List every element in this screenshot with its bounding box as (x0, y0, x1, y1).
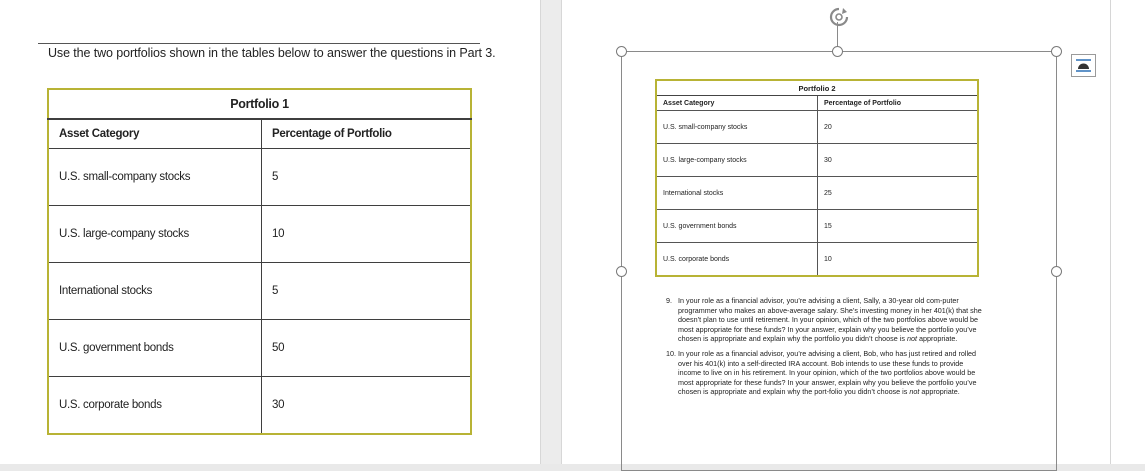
table-row (656, 111, 978, 144)
table-row (656, 177, 978, 210)
table-title: Portfolio 2 (656, 80, 978, 96)
table-row (48, 377, 471, 435)
asset-category-cell: U.S. small-company stocks (48, 149, 262, 206)
percentage-cell: 5 (262, 149, 472, 206)
percentage-cell: 15 (818, 210, 979, 243)
asset-category-cell: U.S. large-company stocks (656, 144, 818, 177)
question-number: 10. (666, 348, 676, 358)
asset-category-cell: International stocks (48, 263, 262, 320)
question-item (666, 296, 984, 344)
question-item (666, 349, 984, 397)
column-header: Percentage of Portfolio (262, 119, 472, 149)
resize-handle-middle-left[interactable] (616, 266, 627, 277)
resize-handle-middle-right[interactable] (1051, 266, 1062, 277)
percentage-cell: 10 (818, 243, 979, 277)
portfolio-2-table (655, 79, 979, 277)
table-title: Portfolio 1 (48, 89, 471, 119)
table-row (48, 263, 471, 320)
question-text-end: appropriate. (916, 334, 958, 344)
percentage-cell: 20 (818, 111, 979, 144)
table-row (656, 144, 978, 177)
asset-category-cell: U.S. government bonds (656, 210, 818, 243)
asset-category-cell: U.S. small-company stocks (656, 111, 818, 144)
table-row (48, 320, 471, 377)
rotate-handle-icon[interactable] (828, 6, 850, 28)
question-text: In your role as a financial advisor, you’re advising a client, Bob, who has just retired and rolled over his 401(k) into a self-directed IRA account. Bob intends to use these funds to provide income to live on in his retirement. In your opinion, which of the two portfolios above would be most appropriate for these funds? In your answer, explain why you believe the portfolio you’ve chosen is appropriate and explain why the port-folio you didn’t choose is (678, 348, 977, 397)
table-row (48, 206, 471, 263)
asset-category-cell: International stocks (656, 177, 818, 210)
question-emphasis: not (906, 334, 917, 344)
table-row (656, 243, 978, 277)
layout-options-button[interactable] (1071, 54, 1096, 77)
question-text-end: appropriate. (919, 387, 960, 397)
question-emphasis: not (909, 387, 920, 397)
question-list (666, 296, 984, 402)
column-header: Percentage of Portfolio (818, 96, 979, 111)
question-text: In your role as a financial advisor, you’re advising a client, Sally, a 30-year old com-puter programmer who makes an above-average salary. She’s investing money in her 401(k) that she doesn’t plan to use until retirement. In your opinion, which of the two portfolios above would be most appropriate for these funds? In your answer, explain why you believe the portfolio you’ve chosen is appropriate and explain why the portfolio you didn’t choose is (678, 296, 982, 344)
column-header: Asset Category (48, 119, 262, 149)
asset-category-cell: U.S. corporate bonds (656, 243, 818, 277)
percentage-cell: 30 (818, 144, 979, 177)
resize-handle-top-left[interactable] (616, 46, 627, 57)
table-row (656, 210, 978, 243)
table-row (48, 149, 471, 206)
percentage-cell: 10 (262, 206, 472, 263)
question-number: 9. (666, 296, 672, 305)
header-rule (38, 43, 480, 44)
portfolio-1-table (47, 88, 472, 435)
resize-handle-top-right[interactable] (1051, 46, 1062, 57)
percentage-cell: 50 (262, 320, 472, 377)
right-side-panel (1110, 0, 1145, 464)
page-gutter (540, 0, 562, 464)
asset-category-cell: U.S. corporate bonds (48, 377, 262, 435)
asset-category-cell: U.S. government bonds (48, 320, 262, 377)
percentage-cell: 25 (818, 177, 979, 210)
column-header: Asset Category (656, 96, 818, 111)
intro-text: Use the two portfolios shown in the tables below to answer the questions in Part 3. (48, 46, 496, 60)
asset-category-cell: U.S. large-company stocks (48, 206, 262, 263)
resize-handle-top-center[interactable] (832, 46, 843, 57)
layout-options-icon (1072, 55, 1095, 76)
percentage-cell: 5 (262, 263, 472, 320)
percentage-cell: 30 (262, 377, 472, 435)
